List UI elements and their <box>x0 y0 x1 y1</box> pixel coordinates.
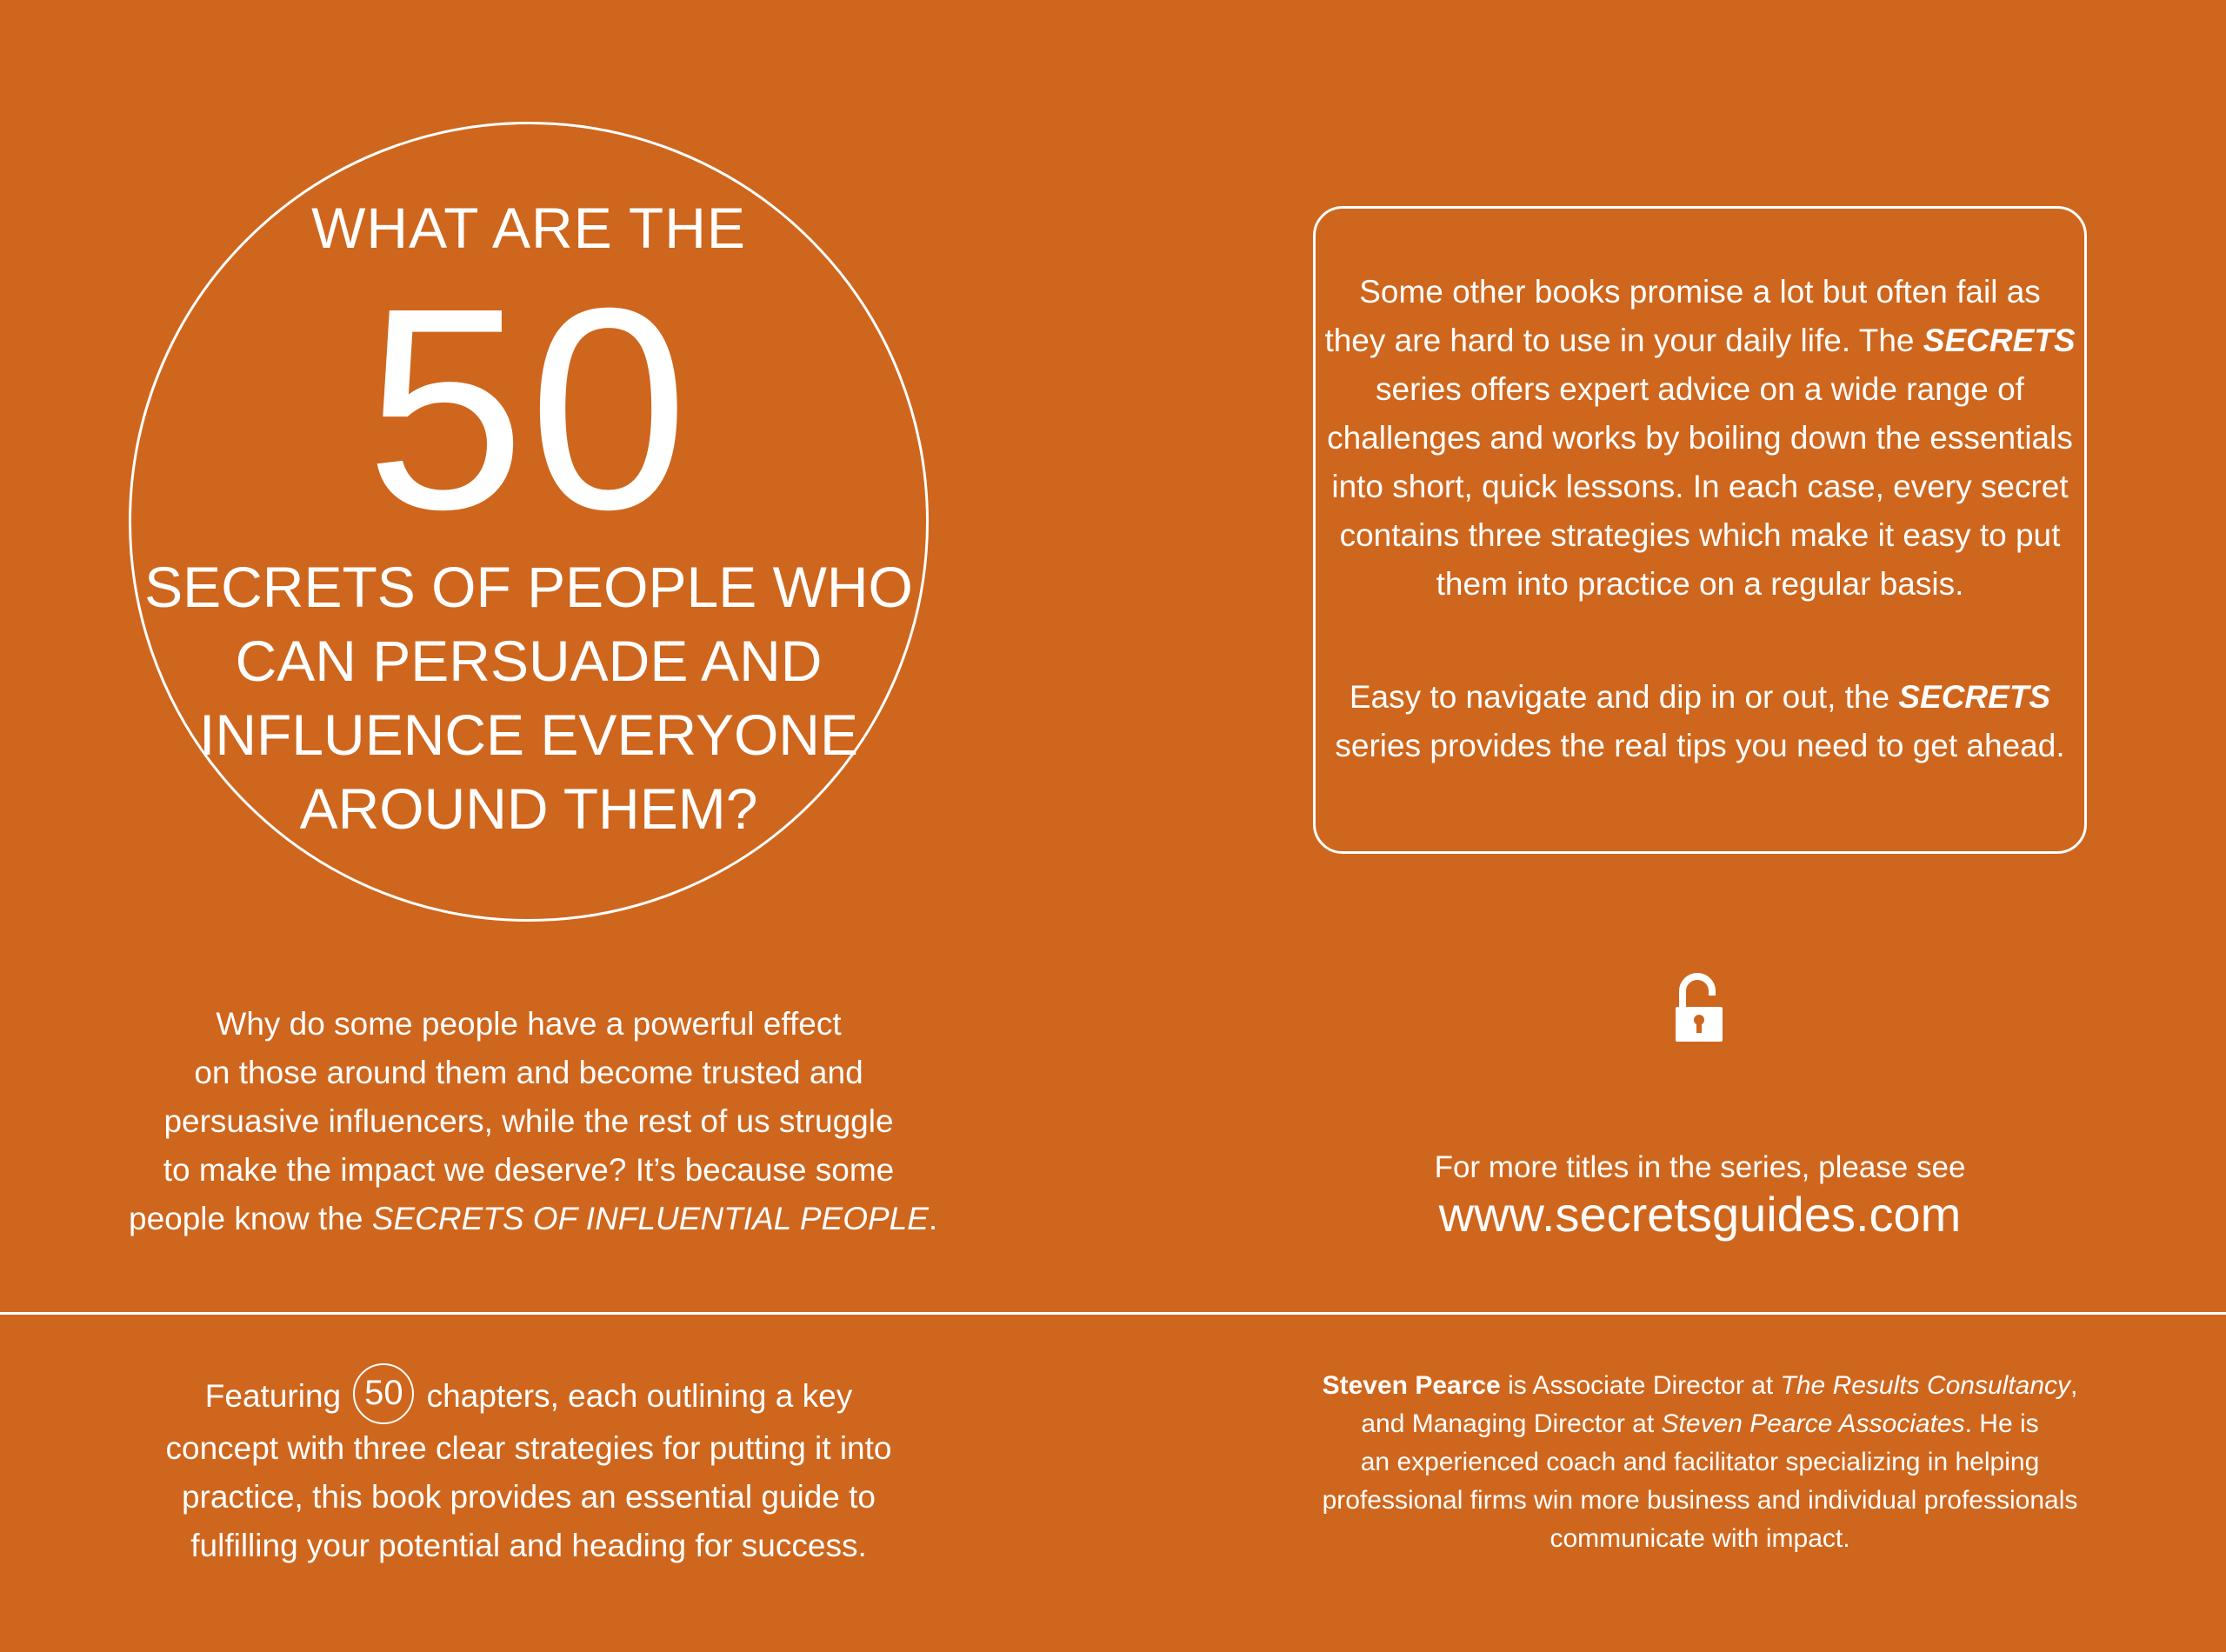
website-link[interactable]: www.secretsguides.com <box>1438 1187 1962 1242</box>
title-line: SECRETS OF PEOPLE WHO <box>144 555 913 619</box>
box-line <box>1313 316 2087 365</box>
author-text: , <box>2070 1371 2078 1400</box>
title-line: AROUND THEM? <box>299 776 758 841</box>
horizontal-divider <box>0 1312 2226 1315</box>
intro-line: to make the impact we deserve? It’s because some <box>163 1152 895 1188</box>
feature-line: concept with three clear strategies for putting it into <box>165 1430 892 1467</box>
intro-line <box>129 1195 938 1243</box>
intro-line: persuasive influencers, while the rest of us struggle <box>163 1103 894 1139</box>
intro-line: Why do some people have a powerful effect <box>216 1006 842 1042</box>
secrets-brand: SECRETS <box>1923 323 2076 358</box>
box-line: series provides the real tips you need to get ahead. <box>1335 728 2065 763</box>
more-titles-text: For more titles in the series, please see <box>1434 1150 1966 1184</box>
feature-text: Featuring <box>204 1378 342 1414</box>
title-number: 50 <box>365 248 692 569</box>
box-line: contains three strategies which make it easy to put <box>1339 517 2061 553</box>
fifty-badge: 50 <box>353 1363 414 1424</box>
company-name: Steven Pearce Associates <box>1661 1409 1965 1438</box>
title-question <box>129 550 929 846</box>
secrets-brand: SECRETS <box>1898 679 2051 715</box>
intro-paragraph <box>129 1000 938 1243</box>
box-text: they are hard to use in your daily life. The <box>1324 323 1923 358</box>
author-text: is Associate Director at <box>1500 1371 1781 1400</box>
author-line: communicate with impact. <box>1550 1524 1850 1553</box>
paragraph-gap <box>1313 609 2087 673</box>
author-bio <box>1313 1367 2087 1558</box>
book-title-italic: SECRETS OF INFLUENTIAL PEOPLE <box>371 1201 929 1236</box>
feature-line <box>129 1372 929 1424</box>
title-lead: WHAT ARE THE <box>311 196 746 260</box>
author-line <box>1313 1367 2087 1405</box>
title-line: INFLUENCE EVERYONE <box>199 703 858 767</box>
feature-text: chapters, each outlining a key <box>426 1378 853 1414</box>
padlock-icon <box>1674 972 1724 1043</box>
box-line: them into practice on a regular basis. <box>1436 566 1964 602</box>
feature-line: practice, this book provides an essential guide to <box>181 1479 876 1515</box>
feature-line: fulfilling your potential and heading for success. <box>190 1528 867 1564</box>
author-text: and Managing Director at <box>1361 1409 1662 1438</box>
box-line <box>1313 673 2087 722</box>
author-line: professional firms win more business and individual professionals <box>1322 1486 2078 1515</box>
title-line: CAN PERSUADE AND <box>235 629 823 693</box>
company-name: The Results Consultancy <box>1780 1371 2071 1400</box>
feature-paragraph <box>129 1372 929 1570</box>
series-info-text <box>1313 268 2087 770</box>
intro-text: . <box>928 1201 938 1236</box>
author-text: . He is <box>1964 1409 2039 1438</box>
author-line: an experienced coach and facilitator specializing in helping <box>1360 1448 2040 1476</box>
author-name: Steven Pearce <box>1322 1371 1501 1400</box>
intro-text: people know the <box>129 1201 372 1236</box>
box-text: Easy to navigate and dip in or out, the <box>1349 679 1899 715</box>
intro-line: on those around them and become trusted and <box>194 1055 863 1090</box>
box-line: challenges and works by boiling down the essentials <box>1327 420 2073 456</box>
box-line: Some other books promise a lot but often fail as <box>1359 274 2041 310</box>
box-line: into short, quick lessons. In each case, every secret <box>1331 469 2069 504</box>
author-line <box>1313 1405 2087 1443</box>
box-line: series offers expert advice on a wide range of <box>1376 371 2024 407</box>
